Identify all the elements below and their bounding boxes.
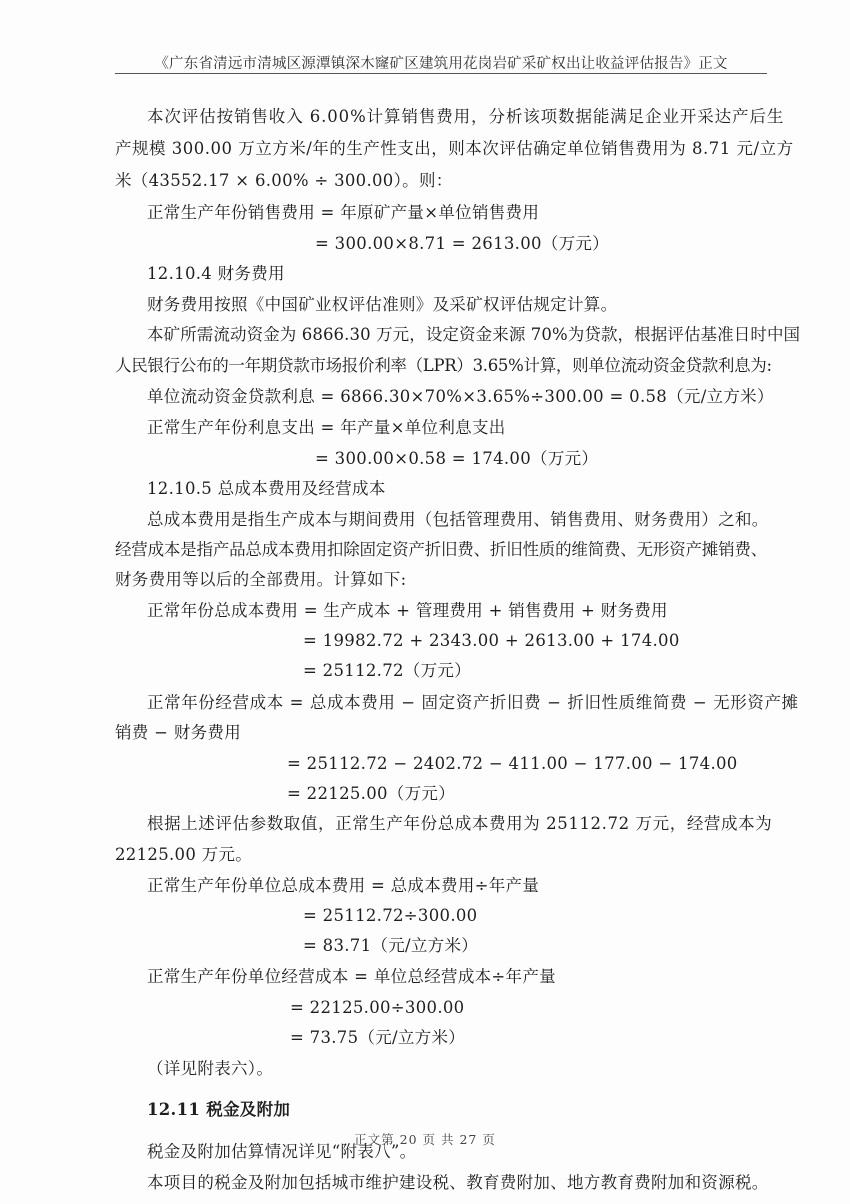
section-heading: 12.11 税金及附加	[147, 1100, 291, 1119]
formula-line: = 19982.72 + 2343.00 + 2613.00 + 174.00	[303, 631, 680, 650]
page-header-title: 《广东省清远市清城区源潭镇深木窿矿区建筑用花岗岩矿采矿权出让收益评估报告》正文	[154, 56, 728, 72]
formula-line: = 300.00×8.71 = 2613.00（万元）	[315, 234, 610, 253]
formula-line: = 300.00×0.58 = 174.00（万元）	[315, 449, 599, 468]
paragraph-line: 财务费用按照《中国矿业权评估准则》及采矿权评估规定计算。	[147, 295, 618, 314]
formula-line: 正常年份经营成本 = 总成本费用 − 固定资产折旧费 − 折旧性质维简费 − 无形资产摊	[147, 693, 799, 712]
paragraph-line: 米（43552.17 × 6.00% ÷ 300.00）。则：	[115, 171, 453, 190]
paragraph-line: 税金及附加估算情况详见“附表八”。	[147, 1142, 417, 1161]
formula-line: 正常生产年份利息支出 = 年产量×单位利息支出	[147, 418, 506, 437]
paragraph-line: 总成本费用是指生产成本与期间费用（包括管理费用、销售费用、财务费用）之和。	[147, 510, 769, 529]
formula-line: = 83.71（元/立方米）	[303, 936, 479, 955]
paragraph-line: 22125.00 万元。	[115, 845, 253, 864]
paragraph-line: 经营成本是指产品总成本费用扣除固定资产折旧费、折旧性质的维简费、无形资产摊销费、	[115, 540, 768, 559]
formula-line: = 25112.72（万元）	[303, 661, 471, 680]
formula-line: = 73.75（元/立方米）	[290, 1028, 466, 1047]
formula-line: 正常生产年份单位总成本费用 = 总成本费用÷年产量	[147, 876, 540, 895]
reference-note: （详见附表六）。	[147, 1059, 274, 1078]
formula-line: 正常年份总成本费用 = 生产成本 + 管理费用 + 销售费用 + 财务费用	[147, 601, 668, 620]
page-footer: 正文第 20 页 共 27 页	[354, 1132, 496, 1147]
paragraph-line: 财务费用等以后的全部费用。计算如下:	[115, 570, 407, 589]
paragraph-line: 根据上述评估参数取值，正常生产年份总成本费用为 25112.72 万元，经营成本为	[147, 814, 773, 833]
paragraph-line: 产规模 300.00 万立方米/年的生产性支出，则本次评估确定单位销售费用为 8.71 元/立方	[115, 139, 794, 158]
formula-line: 销费 − 财务费用	[115, 723, 242, 742]
formula-line: 正常生产年份销售费用 = 年原矿产量×单位销售费用	[147, 203, 540, 222]
formula-line: 单位流动资金贷款利息 = 6866.30×70%×3.65%÷300.00 = 0.58（元/立方米）	[147, 387, 774, 406]
paragraph-line: 本次评估按销售收入 6.00%计算销售费用，分析该项数据能满足企业开采达产后生	[147, 107, 785, 126]
formula-line: 正常生产年份单位经营成本 = 单位总经营成本÷年产量	[147, 967, 556, 986]
formula-line: = 22125.00（万元）	[287, 784, 455, 803]
paragraph-line: 本项目的税金及附加包括城市维护建设税、教育费附加、地方教育费附加和资源税。	[147, 1173, 769, 1192]
formula-line: = 25112.72÷300.00	[303, 906, 478, 925]
formula-line: = 25112.72 − 2402.72 − 411.00 − 177.00 − 174.00	[287, 754, 738, 773]
paragraph-line: 人民银行公布的一年期贷款市场报价利率（LPR）3.65%计算，则单位流动资金贷款利息为:	[115, 356, 772, 375]
formula-line: = 22125.00÷300.00	[290, 998, 465, 1017]
header-rule	[115, 73, 767, 74]
paragraph-line: 本矿所需流动资金为 6866.30 万元，设定资金来源 70%为贷款，根据评估基准日时中国	[147, 325, 801, 344]
subsection-heading: 12.10.4 财务费用	[147, 264, 285, 283]
subsection-heading: 12.10.5 总成本费用及经营成本	[147, 479, 386, 498]
